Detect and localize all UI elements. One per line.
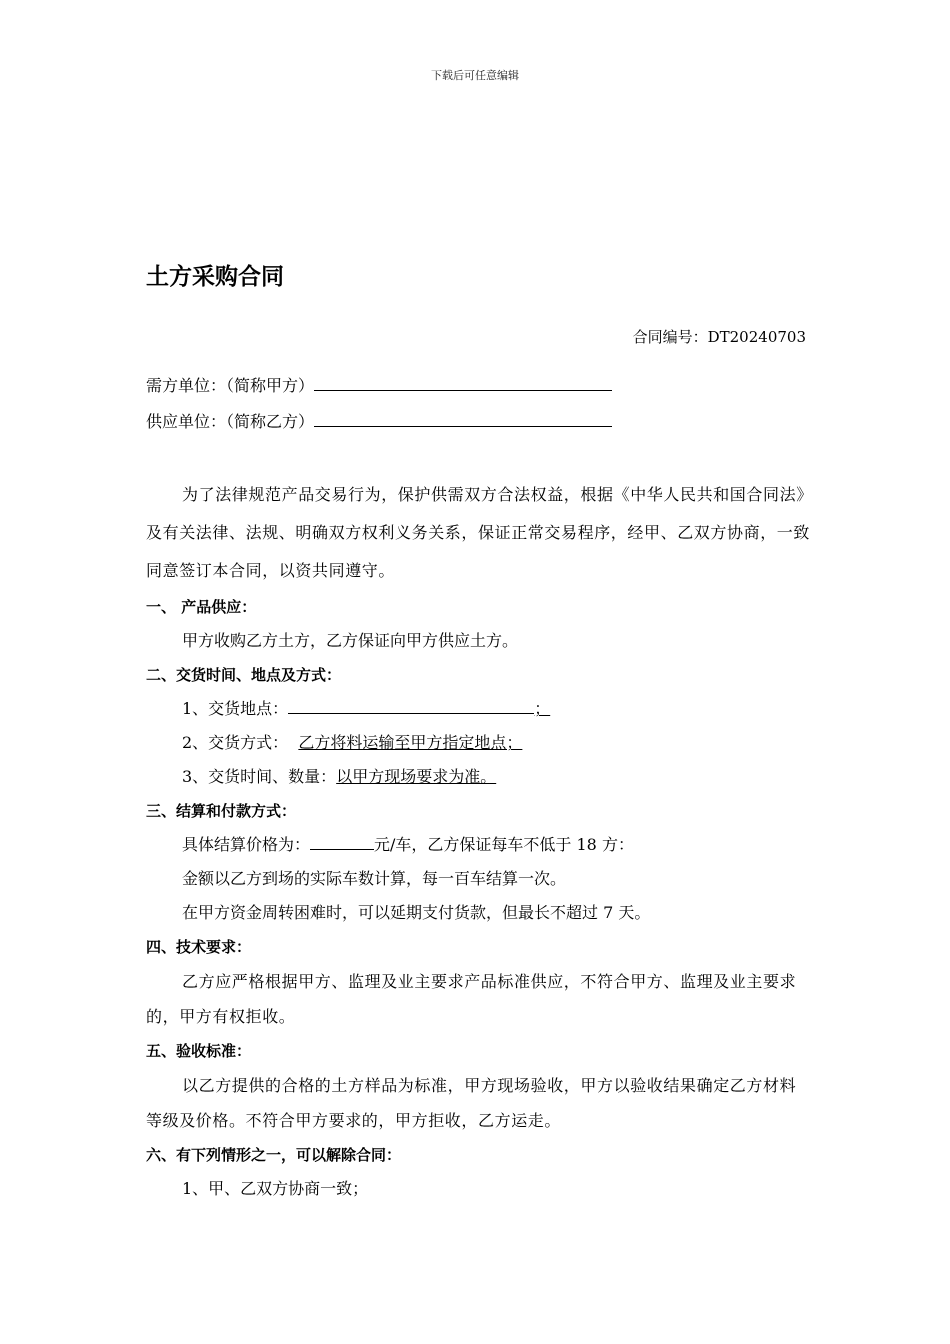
price-label: 具体结算价格为： <box>182 835 311 854</box>
supplier-party-line <box>146 409 612 432</box>
section-6-item-1: 1、甲、乙双方协商一致； <box>182 1179 369 1198</box>
price-unit-text: 元/车，乙方保证每车不低于 18 方： <box>374 835 634 854</box>
deferred-payment-line: 在甲方资金周转困难时，可以延期支付货款，但最长不超过 7 天。 <box>182 903 651 922</box>
delivery-location-blank: ； <box>288 699 560 718</box>
section-5-heading: 五、验收标准： <box>146 1042 252 1060</box>
contract-body <box>146 476 810 1206</box>
section-5-text: 以乙方提供的合格的土方样品为标准，甲方现场验收，甲方以验收结果确定乙方材料等级及价格。不符合甲方要求的，甲方拒收，乙方运走。 <box>146 1076 797 1130</box>
delivery-location-line <box>146 692 810 726</box>
section-2-heading: 二、交货时间、地点及方式： <box>146 666 342 684</box>
price-line <box>146 828 810 862</box>
intro-paragraph: 为了法律规范产品交易行为，保护供需双方合法权益，根据《中华人民共和国合同法》及有关法律、法规、明确双方权利义务关系，保证正常交易程序，经甲、乙双方协商，一致同意签订本合同，以资共同遵守。 <box>146 485 811 580</box>
settlement-line: 金额以乙方到场的实际车数计算，每一百车结算一次。 <box>182 869 567 888</box>
section-4-text: 乙方应严格根据甲方、监理及业主要求产品标准供应，不符合甲方、监理及业主要求的，甲方有权拒收。 <box>146 972 797 1026</box>
delivery-method-value: 乙方将料运输至甲方指定地点； <box>298 733 523 752</box>
supplier-party-label: 供应单位：（简称乙方） <box>146 412 315 431</box>
price-blank <box>310 834 374 850</box>
delivery-method-label: 2、交货方式： <box>182 733 289 752</box>
section-1-text: 甲方收购乙方土方，乙方保证向甲方供应土方。 <box>182 631 519 650</box>
buyer-party-blank <box>314 374 612 391</box>
delivery-time-line <box>146 760 810 794</box>
document-title: 土方采购合同 <box>146 264 284 290</box>
delivery-time-label: 3、交货时间、数量： <box>182 767 337 786</box>
section-4-heading: 四、技术要求： <box>146 938 252 956</box>
section-1-heading: 一、 产品供应： <box>146 598 257 616</box>
delivery-method-line <box>146 726 810 760</box>
delivery-location-label: 1、交货地点： <box>182 699 289 718</box>
section-6-heading: 六、有下列情形之一，可以解除合同： <box>146 1146 402 1164</box>
section-3-heading: 三、结算和付款方式： <box>146 802 297 820</box>
header-note: 下载后可任意编辑 <box>431 69 519 82</box>
contract-number: 合同编号：DT20240703 <box>632 328 806 346</box>
buyer-party-label: 需方单位：（简称甲方） <box>146 376 315 395</box>
buyer-party-line <box>146 373 612 396</box>
delivery-time-value: 以甲方现场要求为准。 <box>336 767 497 786</box>
supplier-party-blank <box>314 410 612 427</box>
